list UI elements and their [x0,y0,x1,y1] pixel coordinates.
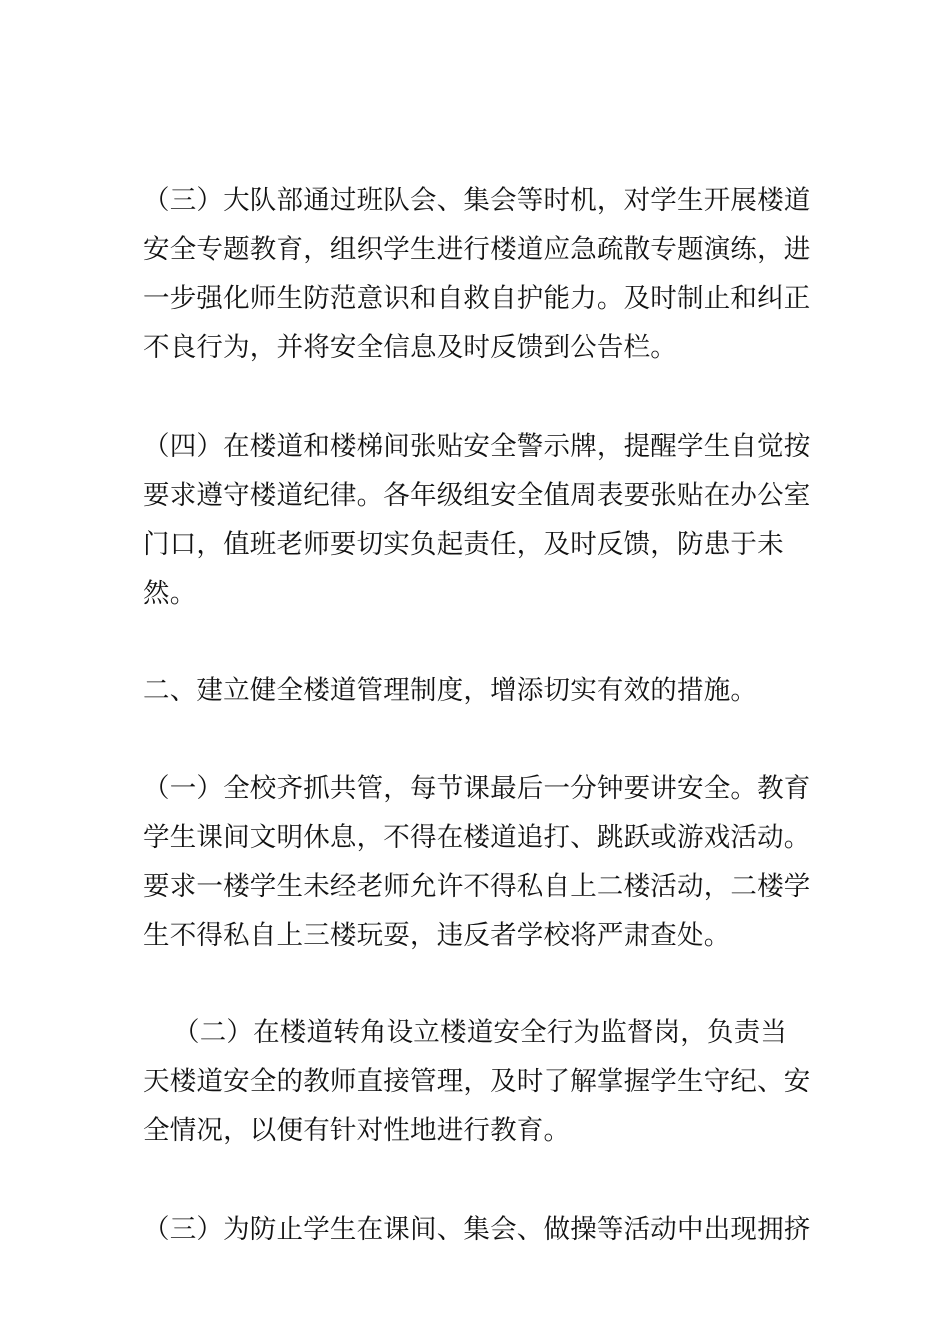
paragraph-section-4-warning-signs: （四）在楼道和楼梯间张贴安全警示牌，提醒学生自觉按要求遵守楼道纪律。各年级组安全值周表要张贴在办公室门口，值班老师要切实负起责任，及时反馈，防患于未然。 [143,431,811,609]
paragraph-item-1-joint-management: （一）全校齐抓共管，每节课最后一分钟要讲安全。教育学生课间文明休息，不得在楼道追打、跳跃或游戏活动。要求一楼学生未经老师允许不得私自上二楼活动，二楼学生不得私自上三楼玩耍，违反者学校将严肃查处。 [143,773,811,951]
paragraph-item-2-supervision-post: （二）在楼道转角设立楼道安全行为监督岗，负责当天楼道安全的教师直接管理，及时了解掌握学生守纪、安全情况，以便有针对性地进行教育。 [143,1017,811,1146]
paragraph-section-3-education: （三）大队部通过班队会、集会等时机，对学生开展楼道安全专题教育，组织学生进行楼道应急疏散专题演练，进一步强化师生防范意识和自救自护能力。及时制止和纠正不良行为，并将安全信息及时反馈到公告栏。 [143,185,811,363]
document-body [143,176,811,1254]
paragraph-item-3-crowding-prevention: （三）为防止学生在课间、集会、做操等活动中出现拥挤 [143,1214,811,1245]
heading-section-2-management: 二、建立健全楼道管理制度，增添切实有效的措施。 [143,675,758,706]
